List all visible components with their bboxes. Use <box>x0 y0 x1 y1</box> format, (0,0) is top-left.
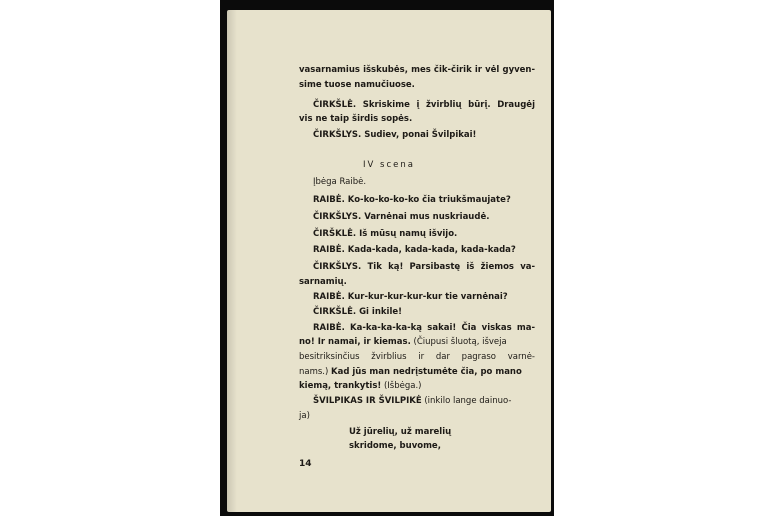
text-line: vasarnamius išskubės, mes čik-čirik ir vėl gyven- <box>299 65 535 75</box>
stage-direction: Įbėga Raibė. <box>313 177 367 187</box>
text-line: ČIRKŠLYS. Sudiev, ponai Švilpikai! <box>313 130 477 140</box>
text-line: ČIRKŠLĖ. Skriskime į žvirblių būrį. Draugėj <box>313 100 535 110</box>
text-line: RAIBĖ. Ka-ka-ka-ka-ką sakai! Čia viskas ma- <box>313 323 535 333</box>
song-line: Už jūrelių, už marelių <box>349 427 452 437</box>
text-line: ČIRKŠLYS. Tik ką! Parsibastę iš žiemos va- <box>313 262 535 272</box>
text-line <box>299 337 535 348</box>
text-line: RAIBĖ. Ko-ko-ko-ko-ko čia triukšmaujate? <box>313 195 511 205</box>
text-line <box>299 381 535 392</box>
text-line: RAIBĖ. Kada-kada, kada-kada, kada-kada? <box>313 245 516 255</box>
text-line <box>299 367 535 378</box>
book-page <box>227 10 551 512</box>
stage-direction: nams.) <box>299 367 329 377</box>
stage-direction: (Išbėga.) <box>383 381 422 391</box>
song-line: skridome, buvome, <box>349 441 441 451</box>
text-line: ČIRKŠLĖ. Gi inkile! <box>313 307 403 317</box>
text-line: RAIBĖ. Kur-kur-kur-kur-kur tie varnėnai? <box>313 292 508 302</box>
stage-direction: (inkilo lange dainuo- <box>424 396 512 406</box>
text-line: ČIRKŠLYS. Varnėnai mus nuskriaudė. <box>313 212 490 222</box>
stage-direction: besitriksinčius žvirblius ir dar pagraso varnė- <box>299 352 535 362</box>
text-line: ČIRŠKLĖ. Iš mūsų namų išvijo. <box>313 229 458 239</box>
scene-heading: IV scena <box>363 160 415 170</box>
text-line: sarnamių. <box>299 277 347 287</box>
speech-text: no! Ir namai, ir kiemas. <box>299 337 411 347</box>
speaker-name: ŠVILPIKAS IR ŠVILPIKĖ <box>313 396 422 406</box>
speech-text: Kad jūs man nedrįstumėte čia, po mano <box>331 367 522 377</box>
stage-direction: (Čiupusi šluotą, išveja <box>413 337 507 347</box>
page-number: 14 <box>299 459 312 469</box>
text-line: vis ne taip širdis sopės. <box>299 114 413 124</box>
text-line: sime tuose namučiuose. <box>299 80 415 90</box>
stage-direction: ja) <box>299 411 310 421</box>
text-line <box>313 396 535 407</box>
speech-text: kiemą, trankytis! <box>299 381 382 391</box>
